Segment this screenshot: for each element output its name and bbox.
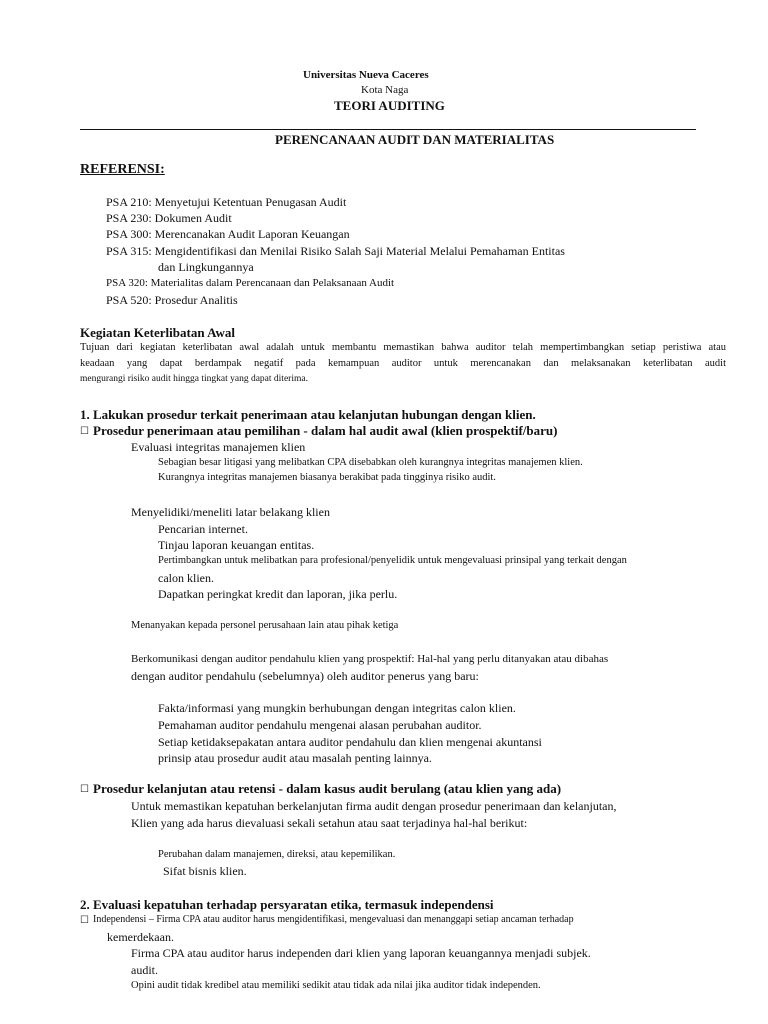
section2-heading: 2. Evaluasi kepatuhan terhadap persyaratan etika, termasuk independensi [80, 897, 494, 912]
tanya-label: Menanyakan kepada personel perusahaan lain atau pihak ketiga [131, 620, 399, 631]
kegiatan-paragraph-line: keadaan yang dapat berdampak negatif pada kemampuan auditor untuk merencanakan dan melaksanakan keterlibatan audit [80, 358, 726, 369]
course-title: TEORI AUDITING [334, 98, 445, 113]
referensi-item: PSA 520: Prosedur Analitis [106, 293, 238, 307]
komunikasi-line: dengan auditor pendahulu (sebelumnya) oleh auditor penerus yang baru: [131, 669, 479, 683]
referensi-heading: REFERENSI: [80, 162, 165, 177]
city-name: Kota Naga [361, 84, 409, 96]
kegiatan-paragraph-line: Tujuan dari kegiatan keterlibatan awal adalah untuk membantu memastikan bahwa auditor telah mempertimbangkan setiap peristiwa atau [80, 342, 726, 353]
selidik-item: Pencarian internet. [158, 522, 248, 536]
eval-item: Sebagian besar litigasi yang melibatkan CPA disebabkan oleh kurangnya integritas manajemen klien. [158, 457, 583, 468]
kegiatan-paragraph-line: mengurangi risiko audit hingga tingkat yang dapat diterima. [80, 374, 308, 384]
retensi-item: Perubahan dalam manajemen, direksi, atau kepemilikan. [158, 849, 396, 860]
retensi-item: Sifat bisnis klien. [163, 864, 247, 878]
header-divider [80, 129, 696, 130]
section1-sub-a: Prosedur penerimaan atau pemilihan - dalam hal audit awal (klien prospektif/baru) [93, 423, 558, 438]
eval-item: Kurangnya integritas manajemen biasanya berakibat pada tingginya risiko audit. [158, 472, 496, 483]
section1-heading: 1. Lakukan prosedur terkait penerimaan atau kelanjutan hubungan dengan klien. [80, 407, 536, 422]
selidik-item: Pertimbangkan untuk melibatkan para profesional/penyelidik untuk mengevaluasi prinsipal yang terkait dengan [158, 555, 627, 566]
referensi-item: PSA 320: Materialitas dalam Perencanaan dan Pelaksanaan Audit [106, 277, 395, 289]
referensi-item-continuation: dan Lingkungannya [158, 260, 254, 274]
university-name: Universitas Nueva Caceres [303, 69, 429, 81]
referensi-item: PSA 315: Mengidentifikasi dan Menilai Risiko Salah Saji Material Melalui Pemahaman Entitas [106, 244, 565, 258]
checkbox-icon: ☐ [80, 784, 89, 795]
kegiatan-heading: Kegiatan Keterlibatan Awal [80, 325, 236, 340]
komunikasi-item: Setiap ketidaksepakatan antara auditor pendahulu dan klien mengenai akuntansi [158, 735, 542, 749]
komunikasi-item-continuation: prinsip atau prosedur audit atau masalah penting lainnya. [158, 751, 432, 765]
indep-line: Independensi – Firma CPA atau auditor harus mengidentifikasi, mengevaluasi dan menanggapi setiap ancaman terhadap [93, 914, 574, 925]
referensi-item: PSA 230: Dokumen Audit [106, 211, 232, 225]
referensi-item: PSA 300: Merencanakan Audit Laporan Keuangan [106, 227, 350, 241]
selidik-item: Tinjau laporan keuangan entitas. [158, 538, 315, 552]
selidik-item: Dapatkan peringkat kredit dan laporan, jika perlu. [158, 587, 398, 601]
selidik-label: Menyelidiki/meneliti latar belakang klien [131, 505, 330, 519]
checkbox-icon: ☐ [80, 426, 89, 437]
checkbox-icon: ☐ [80, 915, 89, 926]
indep-line: kemerdekaan. [107, 930, 174, 944]
indep-item: Opini audit tidak kredibel atau memiliki sedikit atau tidak ada nilai jika auditor tidak independen. [131, 980, 541, 991]
topic-title: PERENCANAAN AUDIT DAN MATERIALITAS [275, 132, 555, 147]
retensi-line: Klien yang ada harus dievaluasi sekali setahun atau saat terjadinya hal-hal berikut: [131, 816, 528, 830]
indep-item: Firma CPA atau auditor harus independen dari klien yang laporan keuangannya menjadi subjek. [131, 946, 591, 960]
section1-sub-b: Prosedur kelanjutan atau retensi - dalam kasus audit berulang (atau klien yang ada) [93, 781, 562, 796]
referensi-item: PSA 210: Menyetujui Ketentuan Penugasan Audit [106, 195, 347, 209]
komunikasi-item: Fakta/informasi yang mungkin berhubungan dengan integritas calon klien. [158, 701, 516, 715]
eval-label: Evaluasi integritas manajemen klien [131, 440, 306, 454]
indep-item-continuation: audit. [131, 963, 158, 977]
retensi-line: Untuk memastikan kepatuhan berkelanjutan firma audit dengan prosedur penerimaan dan kelanjutan, [131, 799, 617, 813]
komunikasi-line: Berkomunikasi dengan auditor pendahulu klien yang prospektif: Hal-hal yang perlu ditanyakan atau dibahas [131, 653, 609, 665]
komunikasi-item: Pemahaman auditor pendahulu mengenai alasan perubahan auditor. [158, 718, 482, 732]
selidik-item-continuation: calon klien. [158, 571, 214, 585]
